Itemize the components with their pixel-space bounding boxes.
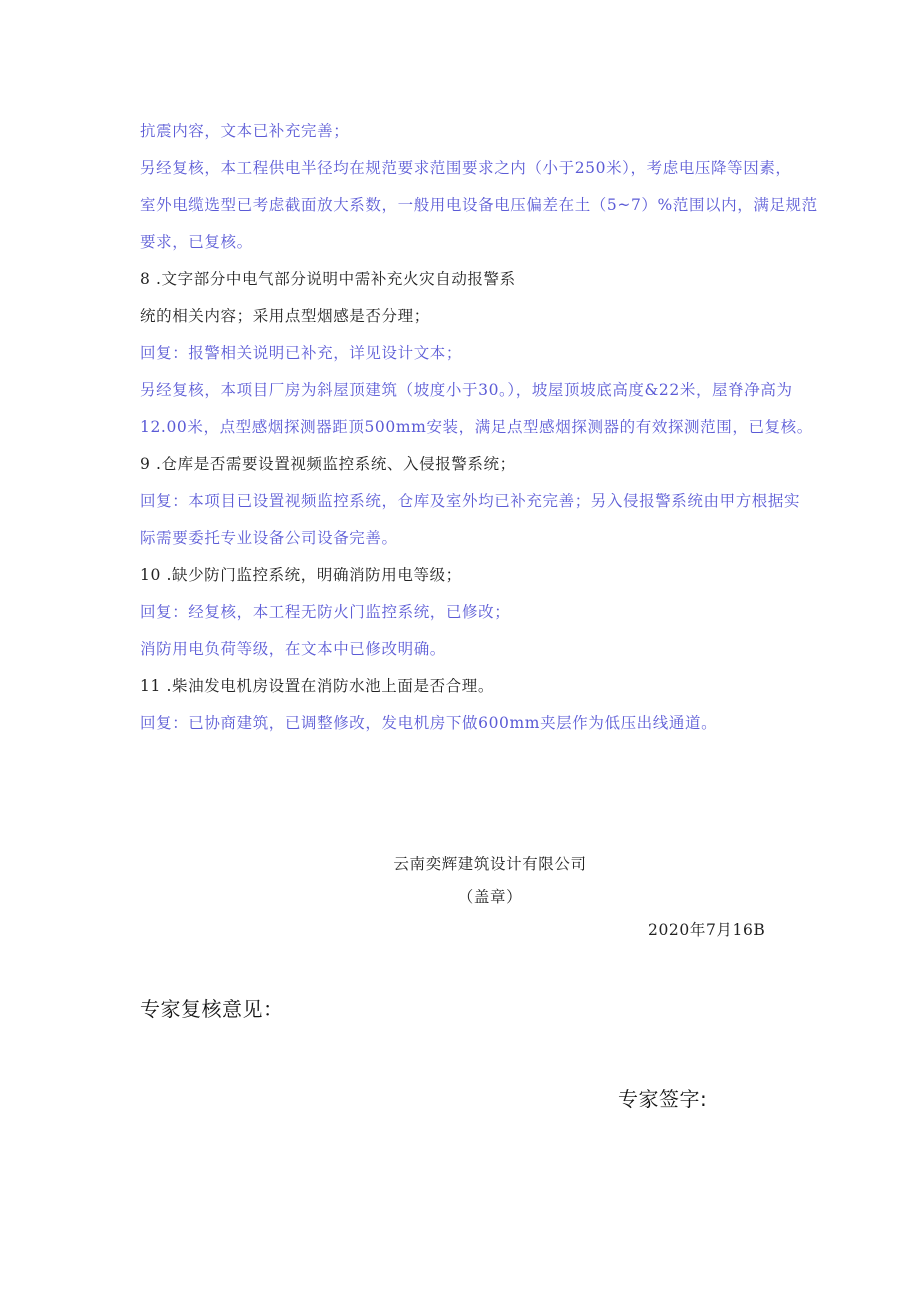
signature-date: 2020年7月16B [648, 921, 766, 939]
review-item-9: 9 .仓库是否需要设置视频监控系统、入侵报警系统； [140, 455, 516, 473]
reply-line: 另经复核，本项目厂房为斜屋顶建筑（坡度小于30。），坡屋顶坡底高度&22米，屋脊净高为 [140, 381, 793, 399]
reply-line: 回复：经复核，本工程无防火门监控系统，已修改； [140, 603, 511, 621]
reply-line: 另经复核，本工程供电半径均在规范要求范围要求之内（小于250米），考虑电压降等因素， [140, 159, 792, 177]
reply-line: 回复：报警相关说明已补充，详见设计文本； [140, 344, 463, 362]
review-item-10: 10 .缺少防门监控系统，明确消防用电等级； [140, 566, 462, 584]
reply-line: 回复：已协商建筑，已调整修改，发电机房下做600mm夹层作为低压出线通道。 [140, 714, 718, 732]
review-item-8: 8 .文字部分中电气部分说明中需补充火灾自动报警系 [140, 270, 516, 288]
reply-line: 12.00米，点型感烟探测器距顶500mm安装，满足点型感烟探测器的有效探测范围，已复核。 [140, 418, 813, 436]
reply-line: 要求，已复核。 [140, 233, 253, 251]
expert-signature-label: 专家签字: [618, 1087, 708, 1111]
review-item-11: 11 .柴油发电机房设置在消防水池上面是否合理。 [140, 677, 494, 695]
reply-line: 消防用电负荷等级，在文本中已修改明确。 [140, 640, 446, 658]
reply-line: 回复：本项目已设置视频监控系统，仓库及室外均已补充完善；另入侵报警系统由甲方根据实 [140, 492, 801, 510]
review-item-8-continued: 统的相关内容；采用点型烟感是否分理； [140, 307, 430, 325]
expert-opinion-label: 专家复核意见： [140, 997, 284, 1021]
reply-line: 际需要委托专业设备公司设备完善。 [140, 529, 398, 547]
company-name: 云南奕辉建筑设计有限公司 [393, 855, 587, 873]
reply-line: 室外电缆选型已考虑截面放大系数，一般用电设备电压偏差在土（5~7）%范围以内，满足规范 [140, 196, 818, 214]
seal-note: （盖章） [457, 888, 523, 906]
reply-line: 抗震内容，文本已补充完善； [140, 122, 350, 140]
